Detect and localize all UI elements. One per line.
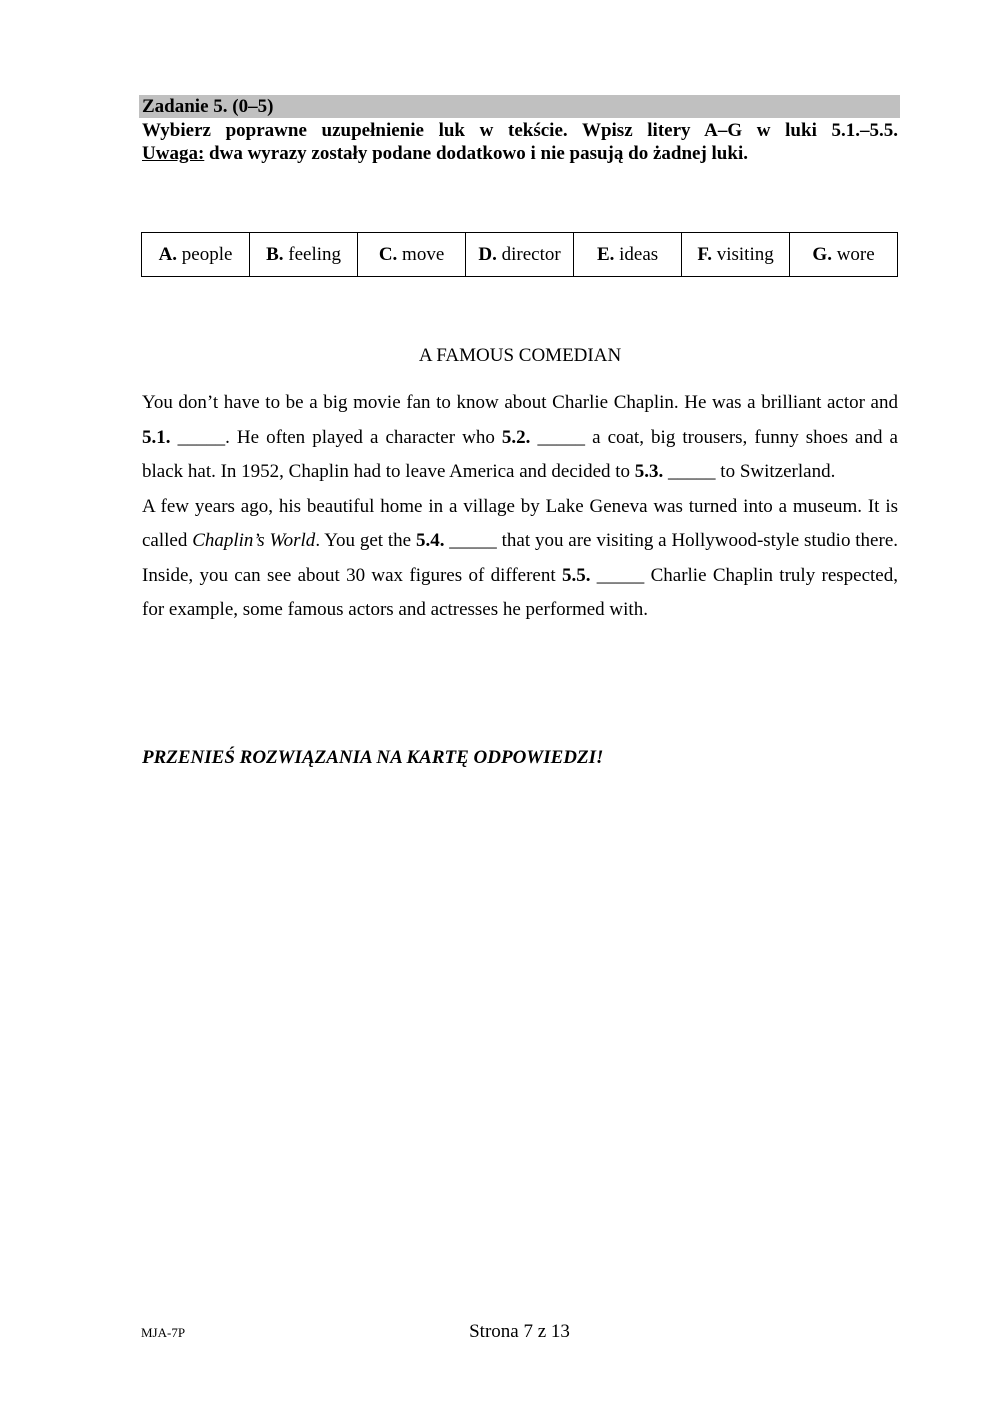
option-word: people <box>177 243 233 265</box>
option-letter: C. <box>378 243 398 265</box>
option-word: visiting <box>711 243 774 265</box>
instruction-text: Wybierz poprawne uzupełnienie luk w tekście. Wpisz litery A–G w luki 5.1.–5.5. <box>142 120 898 141</box>
story-text-run: _____ Charlie Chaplin truly respected, for example, some famous actors and actresses he performed with. <box>142 564 898 620</box>
note-text: dwa wyrazy zostały podane dodatkowo i nie pasują do żadnej luki. <box>204 143 748 164</box>
option-c <box>358 233 466 277</box>
option-letter: E. <box>596 243 615 265</box>
museum-name: Chaplin’s World <box>192 530 316 551</box>
story-text-run: . You get the <box>315 530 416 551</box>
story-paragraph-2 <box>142 490 898 628</box>
word-options-table <box>141 232 898 277</box>
option-word: director <box>496 243 561 265</box>
instruction-note <box>142 142 898 165</box>
story-text-run: _____ to Switzerland. <box>663 461 836 482</box>
task-instructions <box>142 119 898 165</box>
story-text <box>142 386 898 628</box>
task-header: Zadanie 5. (0–5) <box>139 95 900 118</box>
option-word: wore <box>831 243 875 265</box>
option-d <box>465 233 573 277</box>
option-letter: D. <box>478 243 497 265</box>
option-g <box>790 233 898 277</box>
story-text-run: A few years ago, his beautiful home in a village by Lake Geneva was turned into a museum. It is called <box>142 495 898 551</box>
option-letter: B. <box>266 243 284 265</box>
option-word: ideas <box>614 243 659 265</box>
option-letter: F. <box>697 243 712 265</box>
gap-5-4: 5.4. <box>415 530 445 551</box>
option-letter: G. <box>812 243 832 265</box>
word-options-row <box>142 233 898 277</box>
gap-5-1: 5.1. <box>142 426 171 448</box>
gap-5-5: 5.5. <box>561 564 591 586</box>
page-number: Strona 7 z 13 <box>469 1321 570 1342</box>
transfer-note: PRZENIEŚ ROZWIĄZANIA NA KARTĘ ODPOWIEDZI! <box>142 747 604 768</box>
option-a <box>142 233 250 277</box>
story-title: A FAMOUS COMEDIAN <box>418 345 622 366</box>
option-word: feeling <box>283 243 342 265</box>
exam-code: MJA-7P <box>141 1325 186 1340</box>
option-f <box>681 233 789 277</box>
option-letter: A. <box>158 243 178 265</box>
option-word: move <box>397 243 445 265</box>
story-paragraph-1 <box>142 386 898 490</box>
story-text-run: _____ that you are visiting a Hollywood-style studio there. Inside, you can see about 30 wax figures of different <box>142 530 899 586</box>
option-b <box>250 233 358 277</box>
note-label: Uwaga: <box>142 143 205 164</box>
story-text-run: _____ a coat, big trousers, funny shoes and a black hat. In 1952, Chaplin had to leave America and decided to <box>142 426 898 482</box>
gap-5-2: 5.2. <box>501 426 531 448</box>
gap-5-3: 5.3. <box>634 461 664 482</box>
story-text-run: You don’t have to be a big movie fan to know about Charlie Chaplin. He was a brilliant actor and <box>142 392 898 413</box>
option-e <box>574 233 682 277</box>
story-text-run: _____. He often played a character who <box>170 426 502 448</box>
